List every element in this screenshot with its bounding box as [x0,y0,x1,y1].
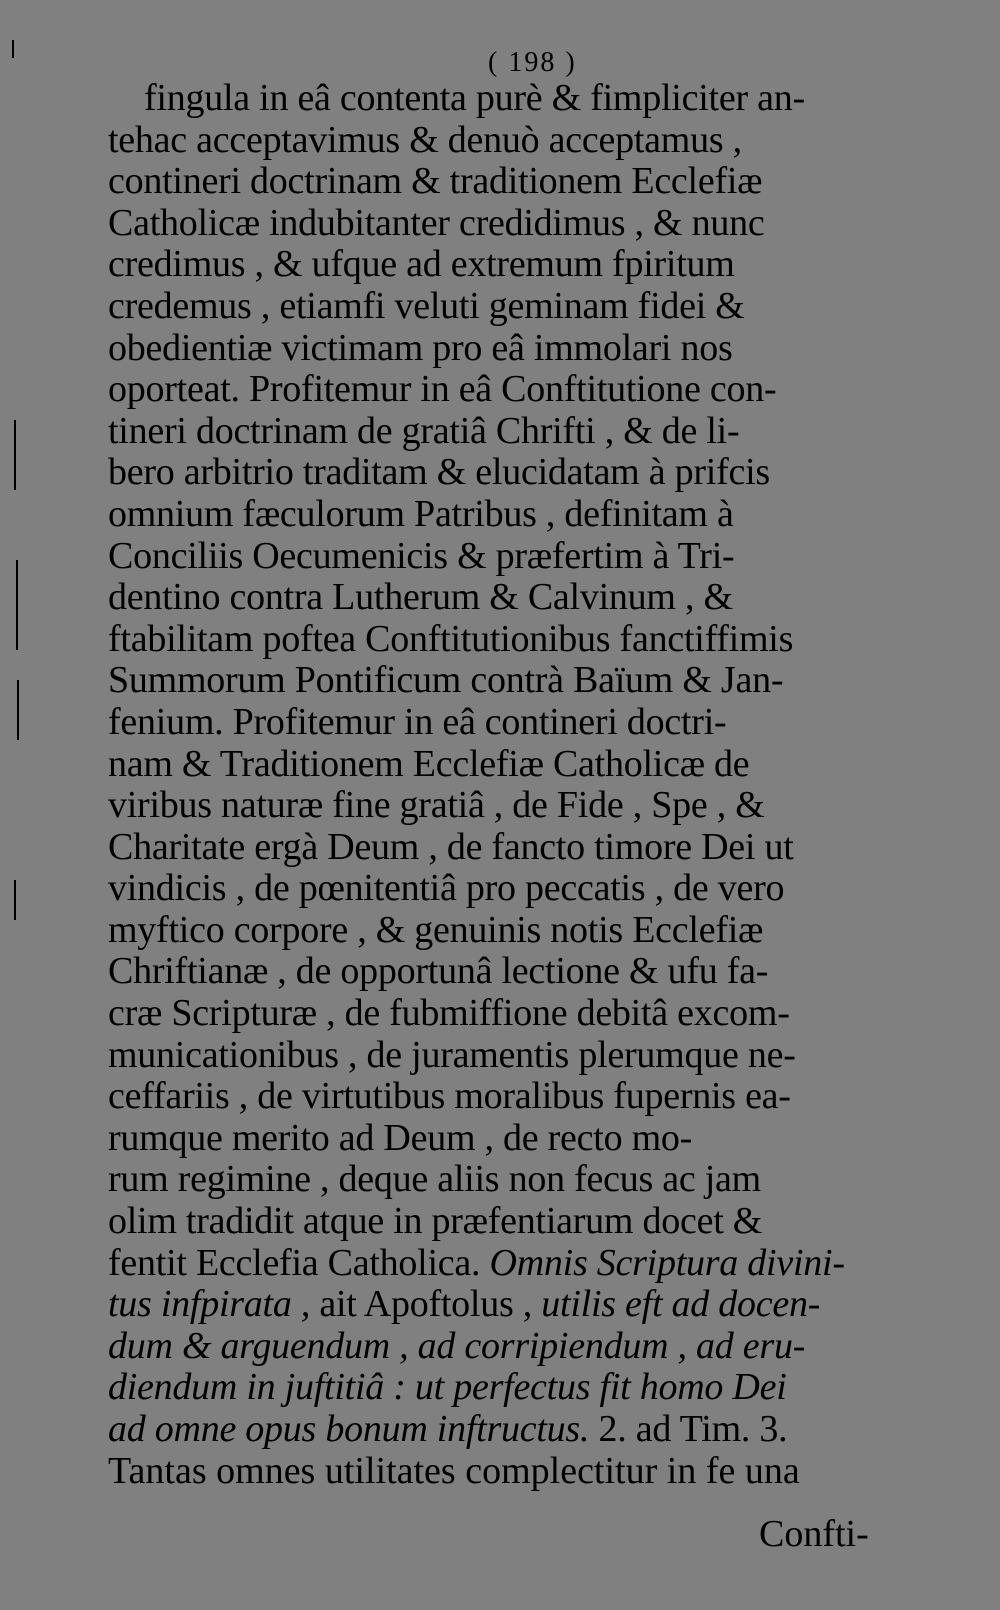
italic-run: Omnis Scriptura divini- [489,1241,845,1284]
text-line [108,1243,908,1285]
roman-run: fingula in eâ contenta purè & fimpliciter an- [144,77,805,119]
text-line [108,1451,908,1493]
italic-run: utilis eft ad docen- [541,1283,821,1326]
gutter-mark [14,420,16,490]
roman-run: ftabilitam poftea Conftitutionibus fanctiffimis [108,617,794,660]
roman-run: oporteat. Profitemur in eâ Conftitutione con- [108,368,777,411]
text-line [108,827,908,869]
text-line [108,452,908,494]
text-line [108,1159,908,1201]
roman-run: rumque merito ad Deum , de recto mo- [108,1116,693,1159]
text-line [108,951,908,993]
text-line [108,120,908,162]
text-line [108,203,908,245]
italic-run: ad omne opus bonum inftructus. [108,1408,599,1450]
roman-run: ait Apoftolus , [319,1283,542,1326]
text-line [108,577,908,619]
roman-run: Summorum Pontificum contrà Baïum & Jan- [108,659,784,702]
text-line [108,411,908,453]
text-line [108,78,908,120]
italic-run: tus infpirata , [108,1283,320,1326]
page-number: ( 198 ) [488,47,577,78]
text-line [108,660,908,702]
gutter-mark [14,880,16,920]
text-line [108,1367,908,1409]
text-line [108,286,908,328]
text-line [108,1284,908,1326]
roman-run: Conciliis Oecumenicis & præfertim à Tri- [108,534,735,577]
roman-run: Chriftianæ , de opportunâ lectione & ufu fa- [108,950,769,993]
text-line [108,536,908,578]
roman-run: credemus , etiamfi veluti geminam fidei & [108,284,745,327]
text-line [108,619,908,661]
text-line [108,702,908,744]
roman-run: cræ Scripturæ , de fubmiffione debitâ excom- [108,992,790,1035]
italic-run: dum & arguendum , ad corripiendum , ad eru- [108,1324,806,1367]
roman-run: 2. ad Tim. 3. [598,1408,788,1450]
roman-run: Tantas omnes utilitates complectitur in fe una [108,1449,800,1492]
roman-run: myftico corpore , & genuinis notis Ecclefiæ [108,908,764,951]
roman-run: omnium fæculorum Patribus , definitam à [108,492,734,535]
text-line [108,785,908,827]
roman-run: Catholicæ indubitanter credidimus , & nunc [108,201,765,244]
text-line [108,328,908,370]
roman-run: credimus , & ufque ad extremum fpiritum [108,243,735,286]
text-line [108,369,908,411]
roman-run: ceffariis , de virtutibus moralibus fupernis ea- [108,1075,791,1118]
roman-run: dentino contra Lutherum & Calvinum , & [108,576,733,619]
roman-run: fenium. Profitemur in eâ contineri doctri- [108,700,727,743]
text-line [108,744,908,786]
roman-run: tineri doctrinam de gratiâ Chrifti , & de li- [108,409,740,452]
roman-run: fentit Ecclefia Catholica. [108,1241,490,1284]
gutter-mark [16,560,18,650]
text-line [108,1118,908,1160]
roman-run: contineri doctrinam & traditionem Ecclefiæ [108,160,763,203]
roman-run: municationibus , de juramentis plerumque ne- [108,1033,796,1076]
roman-run: Charitate ergà Deum , de fancto timore Dei ut [108,825,794,868]
text-line [108,993,908,1035]
italic-run: diendum in juftitiâ : ut perfectus fit homo Dei [108,1366,787,1409]
roman-run: viribus naturæ fine gratiâ , de Fide , Spe , & [108,784,765,827]
gutter-mark [12,40,14,58]
text-line [108,910,908,952]
roman-run: vindicis , de pœnitentiâ pro peccatis , de vero [108,867,785,910]
roman-run: bero arbitrio traditam & elucidatam à prifcis [108,451,770,494]
text-line [108,494,908,536]
text-line [108,161,908,203]
text-line [108,868,908,910]
gutter-mark [17,680,19,740]
text-line [108,1035,908,1077]
catchword: Confti- [759,1513,869,1555]
roman-run: olim tradidit atque in præfentiarum docet & [108,1200,763,1243]
body-text [108,78,908,1492]
text-line [108,1326,908,1368]
text-line [108,1076,908,1118]
roman-run: obedientiæ victimam pro eâ immolari nos [108,326,733,369]
roman-run: nam & Traditionem Ecclefiæ Catholicæ de [108,742,750,785]
text-line [108,244,908,286]
roman-run: tehac acceptavimus & denuò acceptamus , [108,118,742,161]
roman-run: rum regimine , deque aliis non fecus ac jam [108,1158,761,1201]
text-line [108,1201,908,1243]
text-line [108,1409,908,1451]
